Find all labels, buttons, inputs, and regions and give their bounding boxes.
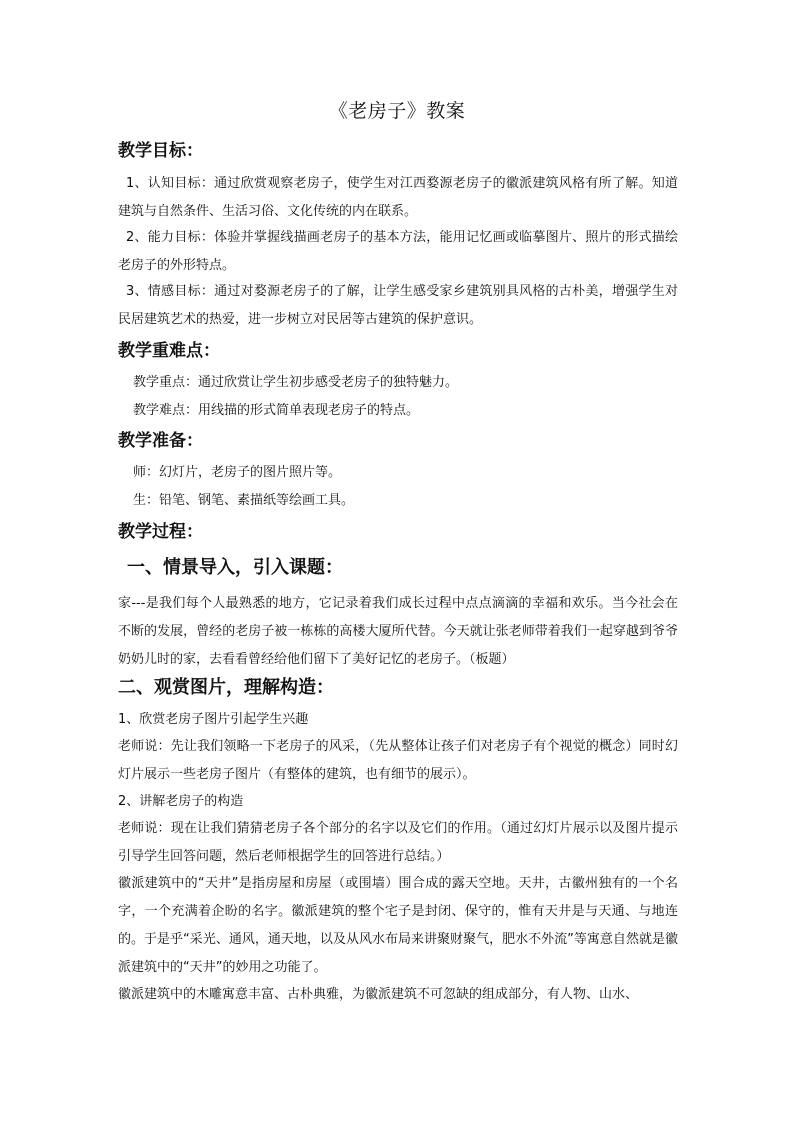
prep-teacher: 师：幻灯片，老房子的图片照片等。 (133, 465, 342, 480)
difficult-point: 教学难点：用线描的形式简单表现老房子的特点。 (133, 403, 420, 418)
goal-emotion: 3、情感目标：通过对婺源老房子的了解，让学生感受家乡建筑别具风格的古朴美，增强学生对民居建筑艺术的热爱，进一步树立对民居等古建筑的保护意识。 (118, 284, 678, 327)
step2-heading: 二、观赏图片，理解构造： (118, 677, 334, 698)
goal-cognitive: 1、认知目标：通过欣赏观察老房子，使学生对江西婺源老房子的徽派建筑风格有所了解。知道建筑与自然条件、生活习俗、文化传统的内在联系。 (118, 176, 678, 219)
process-heading: 教学过程： (118, 522, 203, 542)
step2-sub1: 1、欣赏老房子图片引起学生兴趣 (118, 712, 309, 727)
goals-heading: 教学目标： (118, 141, 203, 161)
preparation-heading: 教学准备： (118, 431, 203, 451)
goal-ability: 2、能力目标：体验并掌握线描画老房子的基本方法，能用记忆画或临摹图片、照片的形式描绘老房子的外形特点。 (118, 230, 678, 273)
step1-text: 家---是我们每个人最熟悉的地方，它记录着我们成长过程中点点滴滴的幸福和欢乐。当今社会在不断的发展，曾经的老房子被一栋栋的高楼大厦所代替。今天就让张老师带着我们一起穿越到爷爷奶奶儿时的家，去看看曾经给他们留下了美好记忆的老房子。（板题） (118, 596, 678, 667)
step2-text3: 徽派建筑中的“天井”是指房屋和房屋（或围墙）围合成的露天空地。天井，古徽州独有的一个名字，一个充满着企盼的名字。徽派建筑的整个宅子是封闭、保守的，惟有天井是与天通、与地连的。于是乎“采光、通风，通天地，以及从风水布局来讲聚财聚气，肥水不外流”等寓意自然就是徽派建筑中的“天井”的妙用之功能了。 (118, 876, 678, 975)
prep-student: 生：铅笔、钢笔、素描纸等绘画工具。 (133, 493, 355, 508)
key-point: 教学重点：通过欣赏让学生初步感受老房子的独特魅力。 (133, 375, 459, 390)
step2-text1: 老师说：先让我们领略一下老房子的风采，（先从整体让孩子们对老房子有个视觉的概念）同时幻灯片展示一些老房子图片（有整体的建筑，也有细节的展示）。 (118, 739, 678, 782)
step2-text4: 徽派建筑中的木雕寓意丰富、古朴典雅，为徽派建筑不可忽缺的组成部分，有人物、山水、 (118, 987, 639, 1002)
step2-text2: 老师说：现在让我们猜猜老房子各个部分的名字以及它们的作用。（通过幻灯片展示以及图片提示引导学生回答问题，然后老师根据学生的回答进行总结。） (118, 821, 678, 864)
step1-heading: 一、情景导入，引入课题： (127, 557, 343, 578)
key-difficult-heading: 教学重难点： (118, 341, 220, 361)
step2-sub2: 2、讲解老房子的构造 (118, 794, 244, 809)
document-title: 《老房子》教案 (328, 100, 466, 122)
